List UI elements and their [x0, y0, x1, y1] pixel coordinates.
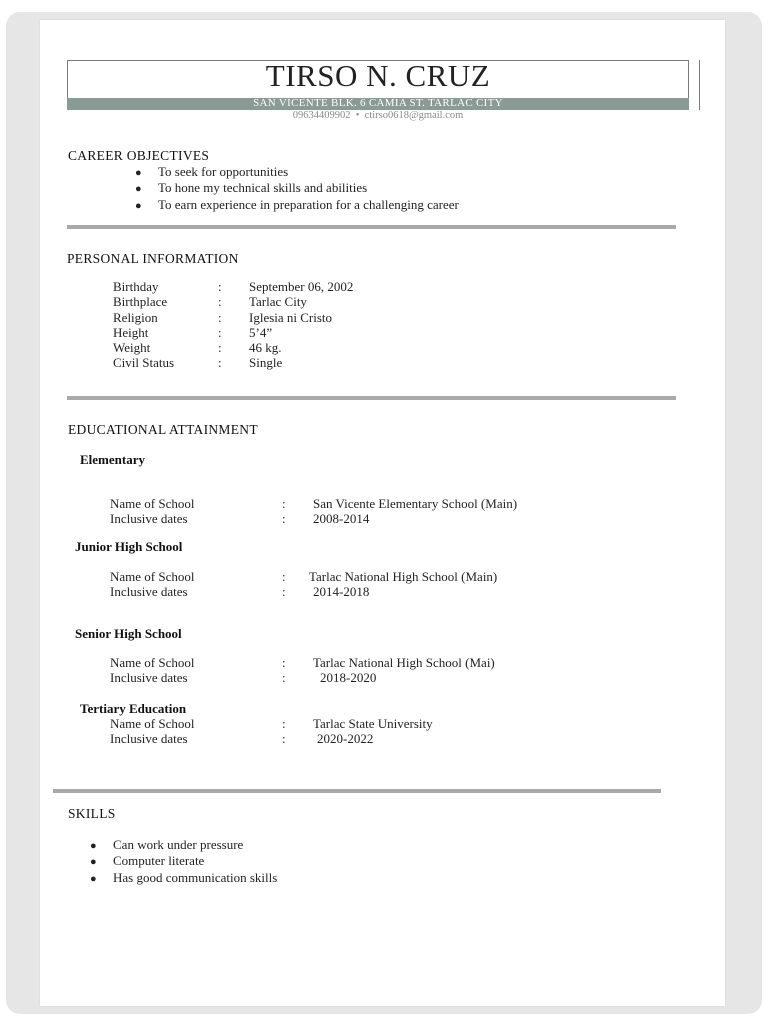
colon: : — [282, 716, 286, 731]
section-divider — [67, 225, 676, 229]
dates-label: Inclusive dates — [110, 670, 188, 685]
colon: : — [282, 511, 286, 526]
career-objective-item: To seek for opportunities — [158, 164, 289, 179]
dates-label: Inclusive dates — [110, 731, 188, 746]
contact-line — [67, 110, 689, 121]
educational-attainment-heading: EDUCATIONAL ATTAINMENT — [68, 422, 258, 437]
bullet-icon: ● — [90, 856, 97, 868]
skills-heading: SKILLS — [68, 806, 116, 821]
colon: : — [282, 670, 286, 685]
colon: : — [218, 355, 222, 370]
personal-label: Religion — [113, 310, 158, 325]
colon: : — [282, 569, 286, 584]
dates-label: Inclusive dates — [110, 511, 188, 526]
header-vertical-rule — [699, 60, 700, 110]
school-name: San Vicente Elementary School (Main) — [313, 496, 518, 511]
personal-label: Birthday — [113, 279, 159, 294]
colon: : — [218, 325, 222, 340]
bullet-icon: ● — [135, 167, 142, 179]
personal-label: Civil Status — [113, 355, 175, 370]
dates-label: Inclusive dates — [110, 584, 188, 599]
bullet-icon: ● — [135, 200, 142, 212]
skill-item: Can work under pressure — [113, 837, 244, 852]
bullet-icon: ● — [90, 840, 97, 852]
bullet-icon: ● — [135, 183, 142, 195]
personal-label: Birthplace — [113, 294, 168, 309]
personal-value: Tarlac City — [249, 294, 307, 309]
colon: : — [218, 279, 222, 294]
school-label: Name of School — [110, 569, 195, 584]
inclusive-dates: 2014-2018 — [313, 584, 370, 599]
school-name: Tarlac National High School (Main) — [309, 569, 498, 584]
skill-item: Computer literate — [113, 853, 205, 868]
inclusive-dates: 2018-2020 — [320, 670, 377, 685]
colon: : — [282, 496, 286, 511]
phone-number: 09634409902 — [292, 110, 351, 121]
personal-label: Weight — [113, 340, 151, 355]
inclusive-dates: 2008-2014 — [313, 511, 370, 526]
contact-separator: • — [355, 110, 360, 121]
inclusive-dates: 2020-2022 — [317, 731, 374, 746]
career-objective-item: To earn experience in preparation for a challenging career — [158, 197, 459, 212]
colon: : — [218, 294, 222, 309]
skill-item: Has good communication skills — [113, 870, 278, 885]
personal-value: 46 kg. — [249, 340, 282, 355]
education-level-title: Elementary — [80, 452, 145, 467]
section-divider — [67, 396, 676, 400]
personal-value: Single — [249, 355, 283, 370]
colon: : — [282, 731, 286, 746]
email-address: ctirso0618@gmail.com — [364, 110, 464, 121]
address-text: SAN VICENTE BLK. 6 CAMIA ST. TARLAC CITY — [253, 96, 503, 109]
career-objective-item: To hone my technical skills and abilities — [158, 180, 368, 195]
personal-value: 5’4” — [249, 325, 273, 340]
education-level-title: Junior High School — [75, 539, 183, 554]
colon: : — [282, 655, 286, 670]
career-objectives-heading: CAREER OBJECTIVES — [68, 148, 210, 163]
colon: : — [218, 340, 222, 355]
personal-value: Iglesia ni Cristo — [249, 310, 333, 325]
personal-label: Height — [113, 325, 149, 340]
colon: : — [282, 584, 286, 599]
personal-information-heading: PERSONAL INFORMATION — [67, 251, 239, 266]
education-level-title: Senior High School — [75, 626, 182, 641]
bullet-icon: ● — [90, 873, 97, 885]
school-name: Tarlac State University — [313, 716, 433, 731]
section-divider — [53, 789, 661, 793]
school-name: Tarlac National High School (Mai) — [313, 655, 495, 670]
resume-name: TIRSO N. CRUZ — [265, 58, 491, 93]
school-label: Name of School — [110, 655, 195, 670]
education-level-title: Tertiary Education — [80, 701, 187, 716]
school-label: Name of School — [110, 716, 195, 731]
colon: : — [218, 310, 222, 325]
school-label: Name of School — [110, 496, 195, 511]
personal-value: September 06, 2002 — [249, 279, 354, 294]
